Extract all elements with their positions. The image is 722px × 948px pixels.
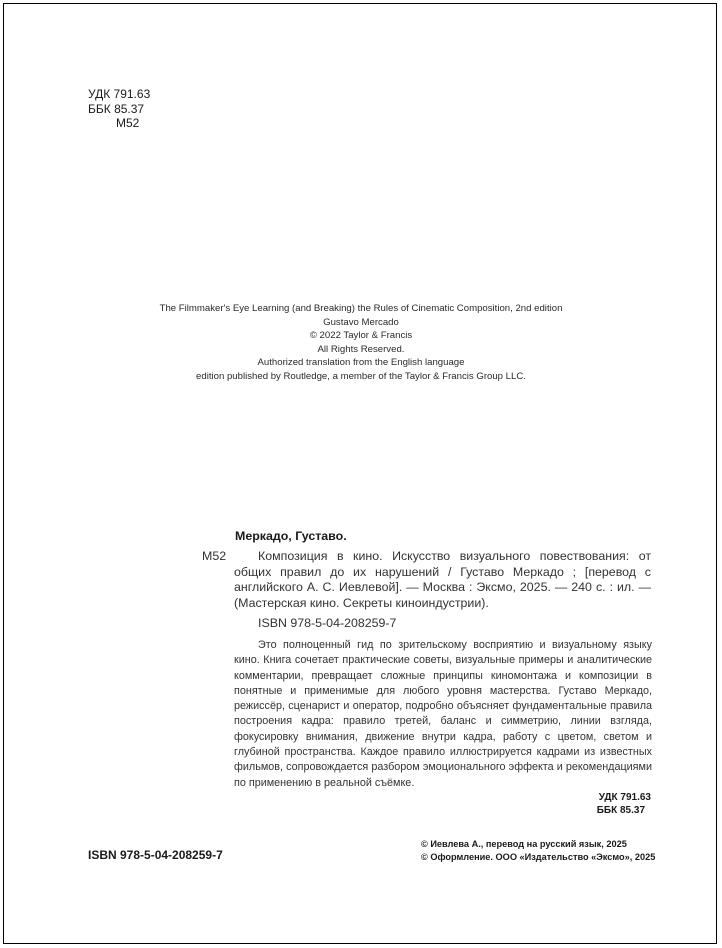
catalog-description: Композиция в кино. Искусство визуального повествования: от общих правил до их нарушений / Густаво Меркадо ; [перевод с английского А. С. Иевлевой]. — Москва : Эксмо, 2025. — 240 с. : ил. — (Мастерская кино. Секреты киноиндустрии). — [234, 549, 651, 610]
classification-codes-top — [88, 87, 150, 131]
catalog-isbn: ISBN 978-5-04-208259-7 — [258, 616, 397, 630]
catalog-bbk: ББК 85.37 — [596, 804, 645, 816]
bbk-code: ББК 85.37 — [88, 101, 145, 116]
footer-isbn: ISBN 978-5-04-208259-7 — [88, 848, 223, 862]
translation-line: Authorized translation from the English language — [257, 357, 465, 369]
original-copyright-block — [0, 302, 722, 384]
design-credit: © Оформление. ООО «Издательство «Эксмо», 2025 — [421, 852, 656, 863]
catalog-author: Меркадо, Густаво. — [235, 529, 347, 543]
original-copyright-line: © 2022 Taylor & Francis — [309, 330, 413, 342]
translation-credit: © Иевлева А., перевод на русский язык, 2025 — [421, 839, 627, 849]
original-author-line: Gustavo Mercado — [323, 316, 399, 328]
footer-credits — [421, 838, 655, 864]
original-title-line: The Filmmaker's Eye Learning (and Breaking) the Rules of Cinematic Composition, 2nd edition — [159, 303, 563, 314]
udk-code: УДК 791.63 — [88, 87, 151, 101]
publisher-line: edition published by Routledge, a member of the Taylor & Francis Group LLC. — [196, 370, 526, 382]
catalog-udk: УДК 791.63 — [598, 792, 651, 803]
rights-line: All Rights Reserved. — [317, 343, 405, 355]
catalog-author-mark: М52 — [202, 549, 227, 563]
author-mark: М52 — [116, 116, 140, 130]
classification-codes-bottom — [597, 792, 651, 817]
book-annotation: Это полноценный гид по зрительскому восприятию и визуальному языку кино. Книга сочетает практические советы, визуальные примеры и аналитические комментарии, превращает сложные принципы киномонтажа и композиции в понятные и применимые для любого уровня мастерства. Густаво Меркадо, режиссёр, сценарист и оператор, подробно объясняет фундаментальные правила построения кадра: правило третей, баланс и симметрию, линии взгляда, фокусировку внимания, движение внутри кадра, работу с цветом, светом и глубиной пространства. Каждое правило иллюстрируется кадрами из известных фильмов, сопровождается разбором эмоционального эффекта и рекомендациями по применению в реальной съёмке. — [234, 639, 652, 789]
